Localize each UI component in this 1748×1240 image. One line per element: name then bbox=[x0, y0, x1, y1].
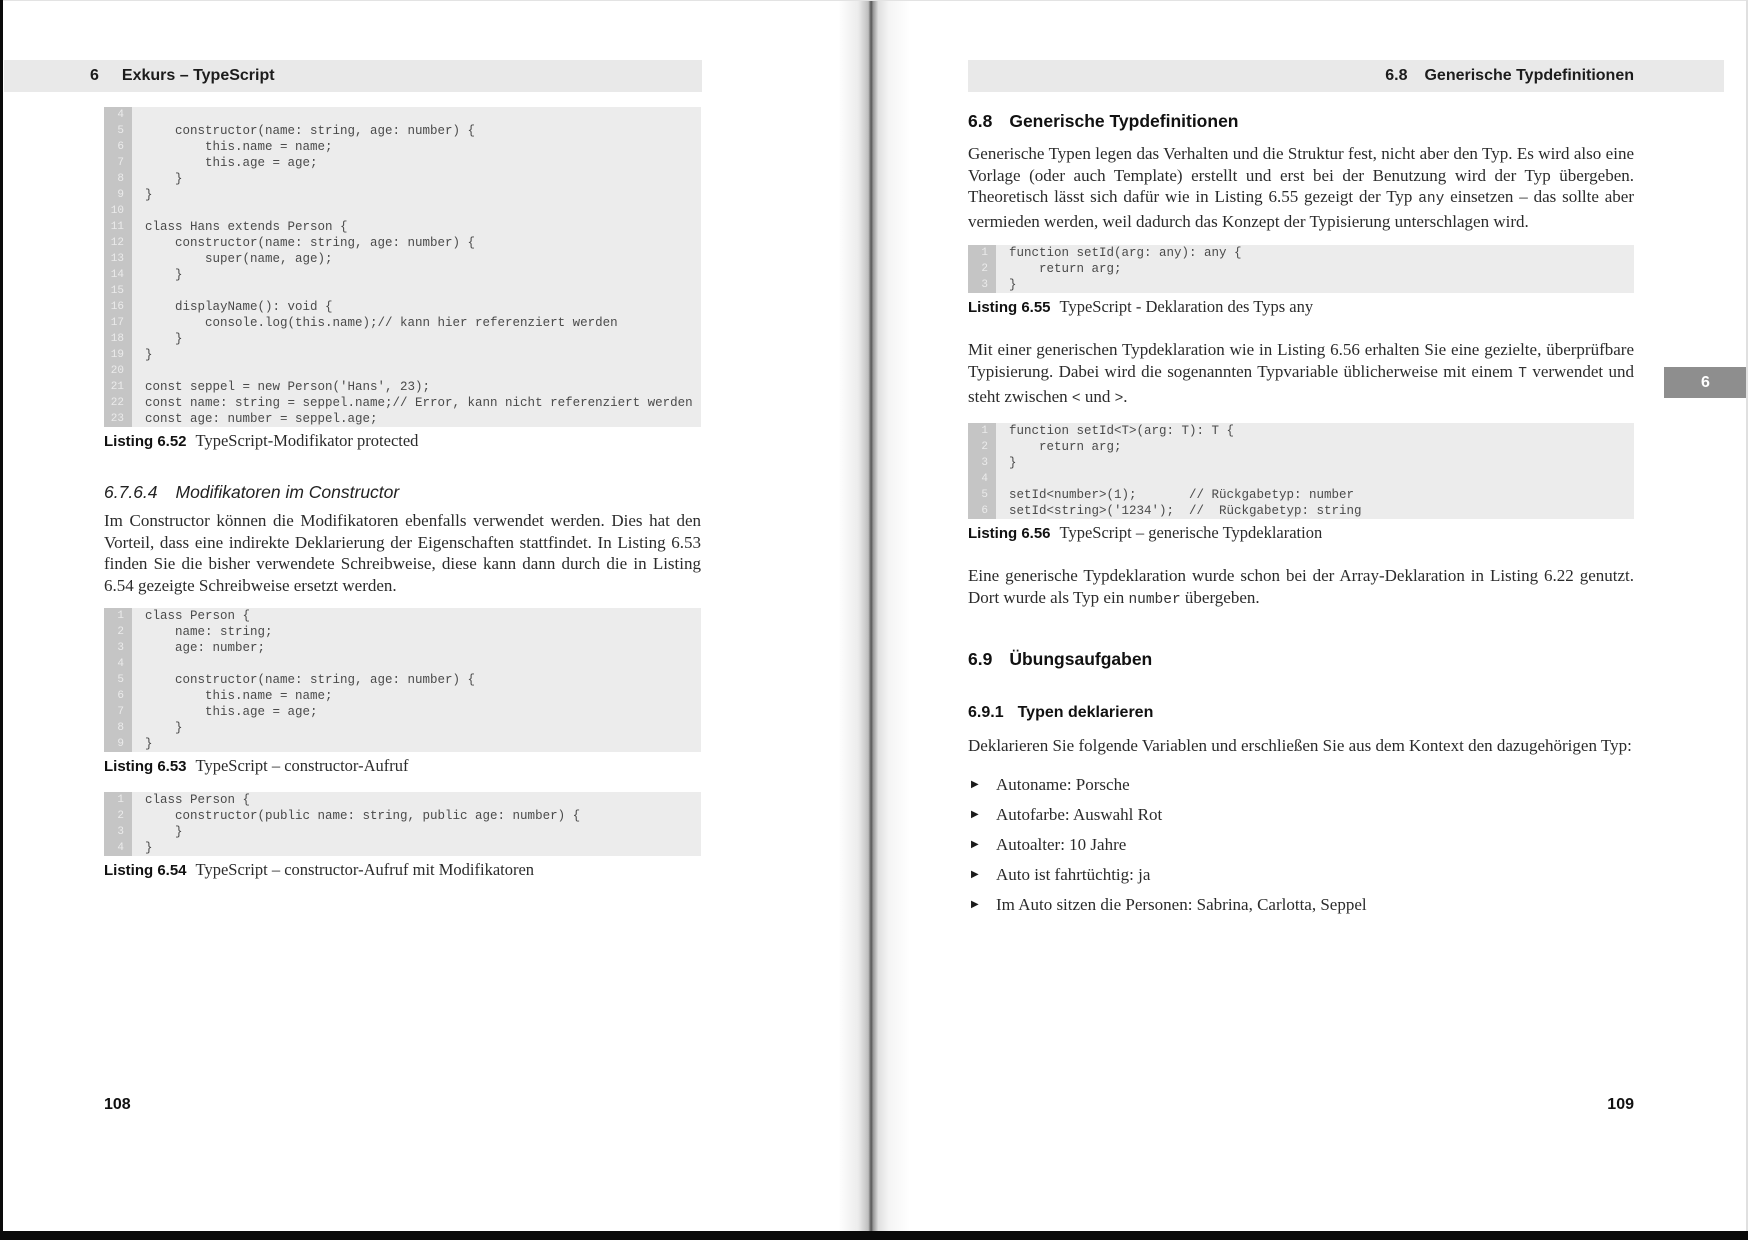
bullet-item bbox=[968, 804, 1634, 825]
code-line bbox=[104, 395, 701, 411]
code-line bbox=[104, 608, 701, 624]
code-line-text: } bbox=[145, 172, 183, 186]
code-line-number: 14 bbox=[104, 267, 132, 283]
running-header-chapter-number: 6 bbox=[90, 67, 99, 84]
code-line-number: 1 bbox=[104, 792, 132, 808]
section-number: 6.8 bbox=[968, 111, 993, 131]
text-segment: Deklarieren Sie folgende Variablen und erschließen Sie aus dem Kontext den dazugehörigen Typ: bbox=[968, 736, 1632, 756]
code-line-number: 5 bbox=[104, 123, 132, 139]
subsection-number: 6.7.6.4 bbox=[104, 482, 158, 502]
caption-text: TypeScript – constructor-Aufruf mit Modifikatoren bbox=[195, 860, 535, 880]
code-line-number: 9 bbox=[104, 187, 132, 203]
code-line bbox=[104, 283, 701, 299]
code-line-number: 1 bbox=[968, 423, 996, 439]
text-segment: und bbox=[1080, 386, 1115, 406]
caption-label: Listing 6.54 bbox=[104, 862, 187, 880]
code-line bbox=[104, 792, 701, 808]
code-line bbox=[104, 704, 701, 720]
code-listing-6-53 bbox=[104, 608, 701, 752]
text-segment: Mit einer generischen Typdeklaration wie in Listing 6.56 erhalten Sie eine gezielte, überprüfbare Typisierung. Dabei wird die sogenannten Typvariable üblicherweise mit einem bbox=[968, 340, 1634, 381]
caption-listing-6-54 bbox=[104, 860, 701, 882]
bullet-item bbox=[968, 864, 1634, 885]
inline-code: > bbox=[1114, 390, 1124, 407]
right-page-content bbox=[968, 110, 1634, 924]
caption-listing-6-55 bbox=[968, 297, 1634, 319]
code-line-number: 11 bbox=[104, 219, 132, 235]
code-line-number: 3 bbox=[104, 640, 132, 656]
scan-edge-left bbox=[0, 0, 3, 1240]
bullet-triangle-icon: ▶ bbox=[971, 868, 979, 880]
code-line-text: setId<number>(1); // Rückgabetyp: number bbox=[1009, 488, 1355, 503]
code-line-number: 6 bbox=[104, 688, 132, 704]
code-line-text: function setId<T>(arg: T): T { bbox=[1009, 424, 1235, 439]
code-line-text: } bbox=[145, 825, 183, 840]
code-line-text: } bbox=[145, 332, 183, 346]
code-line-text: } bbox=[145, 841, 153, 856]
code-line bbox=[968, 261, 1634, 277]
running-header-right-title: Generische Typdefinitionen bbox=[1424, 67, 1634, 84]
code-line-text: } bbox=[1009, 456, 1017, 471]
caption-text: TypeScript – generische Typdeklaration bbox=[1059, 523, 1323, 543]
code-line bbox=[968, 471, 1634, 487]
code-line-number: 21 bbox=[104, 379, 132, 395]
paragraph-exercise-intro bbox=[968, 735, 1634, 757]
code-line-number: 23 bbox=[104, 411, 132, 427]
code-line-number: 2 bbox=[104, 808, 132, 824]
code-line-number: 6 bbox=[968, 503, 996, 519]
code-line bbox=[104, 219, 701, 235]
code-line-number: 4 bbox=[104, 656, 132, 672]
code-line bbox=[104, 840, 701, 856]
code-line-text: } bbox=[145, 737, 153, 752]
code-line-number: 3 bbox=[104, 824, 132, 840]
code-line-text: const name: string = seppel.name;// Error, kann nicht referenziert werden bbox=[145, 396, 693, 410]
text-segment: Im Constructor können die Modifikatoren ebenfalls verwendet werden. Dies hat den Vorteil, dass eine indirekte Deklarierung der Eigenschaften stattfindet. In Listing 6.53 finden Sie die bisher verwendete Schreibweise, diese kann dann durch die in Listing 6.54 gezeigte Schreibweise ersetzt werden. bbox=[104, 511, 701, 595]
code-line-text: } bbox=[1009, 278, 1017, 293]
code-line bbox=[104, 187, 701, 203]
code-line bbox=[104, 267, 701, 283]
code-line-text: class Person { bbox=[145, 793, 251, 808]
code-line-text: } bbox=[145, 721, 183, 736]
bullet-text: Im Auto sitzen die Personen: Sabrina, Carlotta, Seppel bbox=[996, 894, 1367, 914]
code-line-number: 17 bbox=[104, 315, 132, 331]
code-line-text: } bbox=[145, 348, 153, 362]
text-segment: Generische Typen legen das Verhalten und die Struktur fest, nicht aber den Typ. Es wird also eine Vorlage (oder auch Template) erstellt und erst bei der Benutzung wird der Typ übergeben. Theoretisch lässt sich dafür wie in Listing 6.55 gezeigt der Typ bbox=[968, 144, 1634, 207]
code-line-number: 3 bbox=[968, 455, 996, 471]
code-line bbox=[104, 672, 701, 688]
code-line-text bbox=[132, 363, 153, 379]
scan-edge-bottom bbox=[0, 1231, 1748, 1240]
code-line-text bbox=[132, 283, 153, 299]
code-line-text: constructor(name: string, age: number) { bbox=[145, 236, 476, 250]
code-line bbox=[968, 503, 1634, 519]
code-line-number: 9 bbox=[104, 736, 132, 752]
code-line-number: 8 bbox=[104, 720, 132, 736]
code-line-text bbox=[132, 656, 153, 672]
code-line-number: 5 bbox=[104, 672, 132, 688]
code-line bbox=[104, 123, 701, 139]
code-line-text bbox=[132, 107, 153, 123]
code-line bbox=[104, 235, 701, 251]
caption-label: Listing 6.55 bbox=[968, 299, 1051, 317]
code-line-text: this.name = name; bbox=[145, 689, 333, 704]
code-line-number: 7 bbox=[104, 704, 132, 720]
paragraph-constructor-modifiers bbox=[104, 510, 701, 596]
code-line-text: constructor(name: string, age: number) { bbox=[145, 124, 476, 138]
caption-label: Listing 6.52 bbox=[104, 433, 187, 450]
code-line-number: 2 bbox=[968, 261, 996, 277]
code-line-text: constructor(public name: string, public age: number) { bbox=[145, 809, 581, 824]
code-line bbox=[968, 423, 1634, 439]
code-line bbox=[968, 455, 1634, 471]
caption-label: Listing 6.56 bbox=[968, 525, 1051, 543]
page-fold-shadow bbox=[838, 0, 910, 1231]
code-line-number: 4 bbox=[104, 840, 132, 856]
code-line-number: 22 bbox=[104, 395, 132, 411]
code-line bbox=[104, 736, 701, 752]
code-line bbox=[104, 688, 701, 704]
page-number-right: 109 bbox=[1607, 1096, 1634, 1113]
caption-text: TypeScript - Deklaration des Typs any bbox=[1059, 297, 1314, 317]
code-line-text: } bbox=[145, 268, 183, 282]
code-line-number: 6 bbox=[104, 139, 132, 155]
code-line bbox=[104, 363, 701, 379]
bullet-text: Autoalter: 10 Jahre bbox=[996, 834, 1127, 854]
code-line-number: 2 bbox=[968, 439, 996, 455]
code-line-text: const age: number = seppel.age; bbox=[145, 412, 378, 426]
code-line bbox=[104, 824, 701, 840]
code-line bbox=[104, 139, 701, 155]
code-line bbox=[104, 107, 701, 123]
subsection-title: Modifikatoren im Constructor bbox=[175, 482, 400, 502]
caption-text: TypeScript-Modifikator protected bbox=[195, 431, 419, 450]
code-line-number: 18 bbox=[104, 331, 132, 347]
code-listing-6-55 bbox=[968, 245, 1634, 293]
code-line bbox=[104, 331, 701, 347]
code-line-number: 4 bbox=[104, 107, 132, 123]
inline-code: number bbox=[1128, 591, 1181, 608]
code-line-number: 20 bbox=[104, 363, 132, 379]
bullet-triangle-icon: ▶ bbox=[971, 808, 979, 820]
code-line-text: console.log(this.name);// kann hier referenziert werden bbox=[145, 316, 618, 330]
paragraph-array-declaration bbox=[968, 565, 1634, 611]
scan-edge-top bbox=[0, 0, 1748, 1]
code-line-text: } bbox=[145, 188, 153, 202]
bullet-triangle-icon: ▶ bbox=[971, 838, 979, 850]
text-segment: . bbox=[1123, 386, 1128, 406]
caption-listing-6-56 bbox=[968, 523, 1634, 545]
code-line-number: 5 bbox=[968, 487, 996, 503]
code-line bbox=[968, 245, 1634, 261]
section-number: 6.9.1 bbox=[968, 704, 1004, 722]
code-line-text: this.age = age; bbox=[145, 156, 318, 170]
code-line bbox=[104, 656, 701, 672]
code-line-text: return arg; bbox=[1009, 440, 1122, 455]
code-listing-6-54 bbox=[104, 792, 701, 856]
section-heading-6-8 bbox=[968, 110, 1634, 132]
code-line bbox=[968, 487, 1634, 503]
text-segment: verwendet und steht zwischen bbox=[968, 361, 1634, 406]
left-page-content bbox=[104, 107, 701, 882]
code-line bbox=[104, 347, 701, 363]
bullet-triangle-icon: ▶ bbox=[971, 898, 979, 910]
caption-text: TypeScript – constructor-Aufruf bbox=[195, 756, 409, 776]
code-line-number: 1 bbox=[968, 245, 996, 261]
running-header-section-number: 6.8 bbox=[1385, 67, 1408, 84]
code-line-text: function setId(arg: any): any { bbox=[1009, 246, 1242, 261]
code-line bbox=[104, 379, 701, 395]
code-line-number: 16 bbox=[104, 299, 132, 315]
caption-label: Listing 6.53 bbox=[104, 758, 187, 776]
running-header-left bbox=[4, 60, 702, 92]
section-title: Übungsaufgaben bbox=[1009, 649, 1153, 670]
code-line-text: return arg; bbox=[1009, 262, 1122, 277]
code-line bbox=[104, 720, 701, 736]
code-line bbox=[968, 277, 1634, 293]
paragraph-generic-declaration bbox=[968, 339, 1634, 410]
code-line-text: constructor(name: string, age: number) { bbox=[145, 673, 476, 688]
bullet-item bbox=[968, 774, 1634, 795]
code-line-number: 4 bbox=[968, 471, 996, 487]
code-line-number: 8 bbox=[104, 171, 132, 187]
section-number: 6.9 bbox=[968, 649, 993, 670]
bullet-text: Autofarbe: Auswahl Rot bbox=[996, 804, 1163, 824]
exercise-bullet-list bbox=[968, 774, 1634, 915]
inline-code: < bbox=[1071, 390, 1081, 407]
page-number-left: 108 bbox=[104, 1096, 131, 1113]
code-line-text: const seppel = new Person('Hans', 23); bbox=[145, 380, 431, 394]
chapter-tab-number: 6 bbox=[1701, 374, 1710, 391]
code-line-text: age: number; bbox=[145, 641, 266, 656]
text-segment: übergeben. bbox=[1180, 587, 1260, 607]
code-line bbox=[104, 155, 701, 171]
code-line bbox=[968, 439, 1634, 455]
section-title: Generische Typdefinitionen bbox=[1009, 111, 1239, 131]
code-line bbox=[104, 171, 701, 187]
bullet-item bbox=[968, 834, 1634, 855]
code-line-text: super(name, age); bbox=[145, 252, 333, 266]
inline-code: T bbox=[1518, 365, 1527, 382]
code-line-text: name: string; bbox=[145, 625, 273, 640]
running-header-right bbox=[968, 60, 1724, 92]
section-title: Typen deklarieren bbox=[1017, 704, 1154, 722]
code-line-number: 12 bbox=[104, 235, 132, 251]
code-line-text bbox=[996, 471, 1017, 487]
bullet-text: Autoname: Porsche bbox=[996, 774, 1130, 794]
code-line bbox=[104, 203, 701, 219]
code-listing-6-56 bbox=[968, 423, 1634, 519]
section-heading-6-9 bbox=[968, 648, 1634, 670]
code-line-number: 19 bbox=[104, 347, 132, 363]
code-line bbox=[104, 808, 701, 824]
code-line-text: class Person { bbox=[145, 609, 251, 624]
section-heading-6-9-1 bbox=[968, 703, 1634, 723]
code-listing-6-52 bbox=[104, 107, 701, 427]
code-line bbox=[104, 411, 701, 427]
code-line-text: this.name = name; bbox=[145, 140, 333, 154]
code-line-number: 13 bbox=[104, 251, 132, 267]
caption-listing-6-52 bbox=[104, 431, 701, 453]
text-segment: einsetzen – das sollte aber vermieden werden, weil dadurch das Konzept der Typisierung unterschlagen wird. bbox=[968, 187, 1634, 231]
code-line-text: this.age = age; bbox=[145, 705, 318, 720]
running-header-left-title: Exkurs – TypeScript bbox=[121, 67, 275, 84]
subsection-heading-6-7-6-4 bbox=[104, 481, 701, 503]
inline-code: any bbox=[1418, 191, 1445, 208]
code-line bbox=[104, 315, 701, 331]
code-line-text bbox=[132, 203, 153, 219]
code-line-text: class Hans extends Person { bbox=[145, 220, 348, 234]
code-line-text: setId<string>('1234'); // Rückgabetyp: string bbox=[1009, 504, 1362, 519]
code-line-number: 2 bbox=[104, 624, 132, 640]
code-line bbox=[104, 299, 701, 315]
code-line bbox=[104, 251, 701, 267]
code-line bbox=[104, 640, 701, 656]
caption-listing-6-53 bbox=[104, 756, 701, 778]
code-line bbox=[104, 624, 701, 640]
bullet-item bbox=[968, 894, 1634, 915]
text-segment: Eine generische Typdeklaration wurde schon bei der Array-Deklaration in Listing 6.22 genutzt. Dort wurde als Typ ein bbox=[968, 566, 1634, 607]
code-line-number: 10 bbox=[104, 203, 132, 219]
bullet-triangle-icon: ▶ bbox=[971, 778, 979, 790]
code-line-number: 1 bbox=[104, 608, 132, 624]
code-line-number: 3 bbox=[968, 277, 996, 293]
code-line-text: displayName(): void { bbox=[145, 300, 333, 314]
bullet-text: Auto ist fahrtüchtig: ja bbox=[996, 864, 1151, 884]
chapter-tab bbox=[1664, 367, 1747, 398]
code-line-number: 7 bbox=[104, 155, 132, 171]
code-line-number: 15 bbox=[104, 283, 132, 299]
paragraph-generic-types bbox=[968, 143, 1634, 232]
